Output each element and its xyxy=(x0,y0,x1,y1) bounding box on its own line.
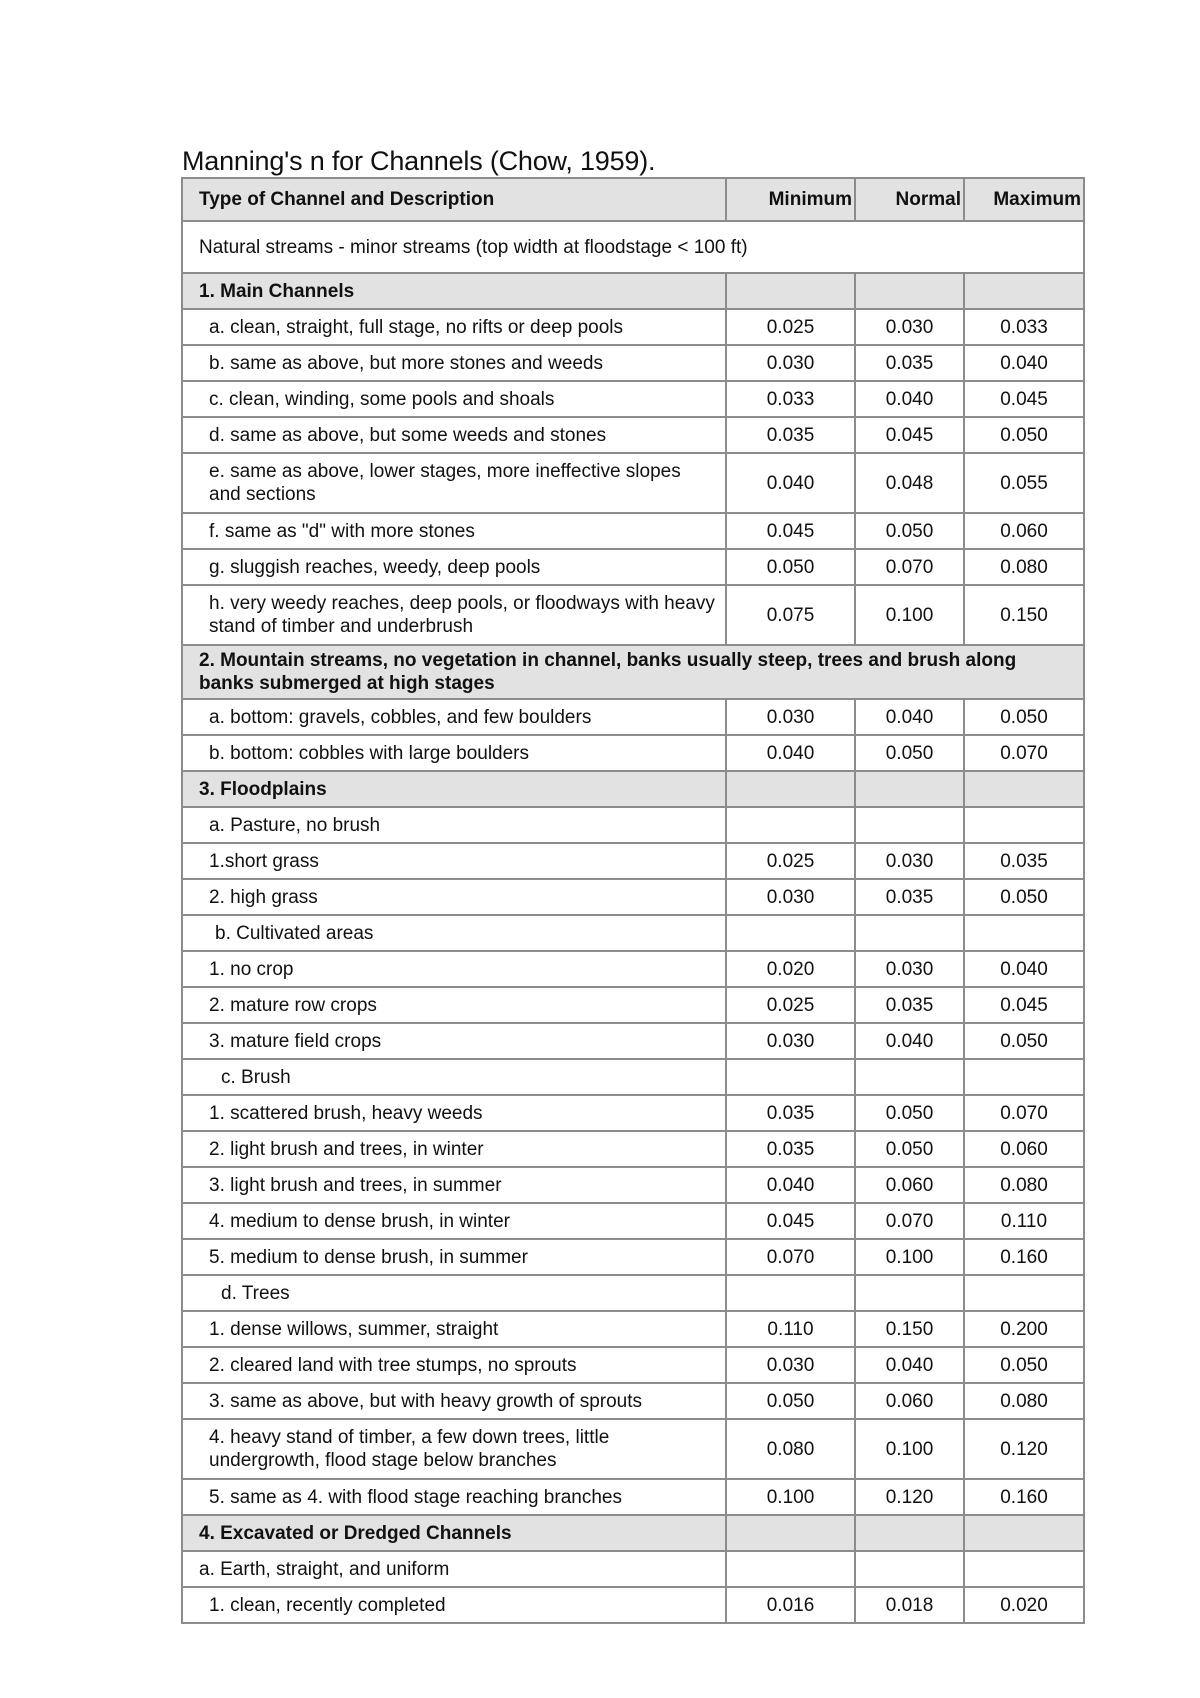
maximum-value: 0.035 xyxy=(964,843,1084,879)
minimum-value xyxy=(726,1551,855,1587)
normal-value: 0.070 xyxy=(855,549,964,585)
row-description: g. sluggish reaches, weedy, deep pools xyxy=(182,549,726,585)
empty-cell xyxy=(855,273,964,309)
minimum-value: 0.030 xyxy=(726,699,855,735)
maximum-value: 0.045 xyxy=(964,987,1084,1023)
row-description: 1. scattered brush, heavy weeds xyxy=(182,1095,726,1131)
empty-cell xyxy=(855,1515,964,1551)
table-row xyxy=(182,1059,1084,1095)
minimum-value: 0.045 xyxy=(726,513,855,549)
minimum-value: 0.110 xyxy=(726,1311,855,1347)
row-description: 5. medium to dense brush, in summer xyxy=(182,1239,726,1275)
normal-value xyxy=(855,1551,964,1587)
minimum-value: 0.016 xyxy=(726,1587,855,1623)
section-header-row xyxy=(182,645,1084,699)
maximum-value: 0.033 xyxy=(964,309,1084,345)
table-row xyxy=(182,987,1084,1023)
row-description: 5. same as 4. with flood stage reaching branches xyxy=(182,1479,726,1515)
column-header-maximum: Maximum xyxy=(964,178,1084,221)
empty-cell xyxy=(726,771,855,807)
maximum-value: 0.050 xyxy=(964,879,1084,915)
row-description: d. same as above, but some weeds and stones xyxy=(182,417,726,453)
row-description: a. clean, straight, full stage, no rifts or deep pools xyxy=(182,309,726,345)
table-row xyxy=(182,585,1084,645)
minimum-value: 0.033 xyxy=(726,381,855,417)
row-description: 3. same as above, but with heavy growth of sprouts xyxy=(182,1383,726,1419)
normal-value: 0.040 xyxy=(855,381,964,417)
table-row xyxy=(182,1167,1084,1203)
maximum-value: 0.060 xyxy=(964,513,1084,549)
table-row xyxy=(182,915,1084,951)
normal-value: 0.035 xyxy=(855,987,964,1023)
row-description: e. same as above, lower stages, more ineffective slopes and sections xyxy=(182,453,726,513)
row-description: 1. no crop xyxy=(182,951,726,987)
normal-value: 0.018 xyxy=(855,1587,964,1623)
row-description: f. same as "d" with more stones xyxy=(182,513,726,549)
maximum-value: 0.050 xyxy=(964,699,1084,735)
maximum-value: 0.040 xyxy=(964,345,1084,381)
normal-value xyxy=(855,1275,964,1311)
minimum-value xyxy=(726,1275,855,1311)
table-row xyxy=(182,1203,1084,1239)
table-row xyxy=(182,1131,1084,1167)
mannings-n-table xyxy=(181,177,1085,1624)
section-header-row xyxy=(182,273,1084,309)
table-row xyxy=(182,735,1084,771)
minimum-value: 0.030 xyxy=(726,1347,855,1383)
table-row xyxy=(182,1275,1084,1311)
row-description: 2. light brush and trees, in winter xyxy=(182,1131,726,1167)
row-description: 4. medium to dense brush, in winter xyxy=(182,1203,726,1239)
minimum-value xyxy=(726,1059,855,1095)
table-row xyxy=(182,549,1084,585)
row-description: 1. clean, recently completed xyxy=(182,1587,726,1623)
normal-value: 0.060 xyxy=(855,1383,964,1419)
row-description: b. Cultivated areas xyxy=(182,915,726,951)
row-description: 2. cleared land with tree stumps, no sprouts xyxy=(182,1347,726,1383)
empty-cell xyxy=(855,771,964,807)
minimum-value: 0.040 xyxy=(726,1167,855,1203)
maximum-value: 0.080 xyxy=(964,1167,1084,1203)
section-header-row xyxy=(182,771,1084,807)
table-row xyxy=(182,1419,1084,1479)
normal-value: 0.050 xyxy=(855,513,964,549)
table-row xyxy=(182,381,1084,417)
minimum-value: 0.030 xyxy=(726,879,855,915)
row-description: a. bottom: gravels, cobbles, and few boulders xyxy=(182,699,726,735)
table-row xyxy=(182,951,1084,987)
minimum-value: 0.080 xyxy=(726,1419,855,1479)
normal-value: 0.035 xyxy=(855,345,964,381)
table-row xyxy=(182,1023,1084,1059)
section-label: 4. Excavated or Dredged Channels xyxy=(182,1515,726,1551)
maximum-value: 0.150 xyxy=(964,585,1084,645)
table-row xyxy=(182,1587,1084,1623)
maximum-value: 0.045 xyxy=(964,381,1084,417)
normal-value: 0.050 xyxy=(855,1095,964,1131)
normal-value xyxy=(855,807,964,843)
intro-row xyxy=(182,221,1084,273)
table-row xyxy=(182,345,1084,381)
minimum-value: 0.025 xyxy=(726,309,855,345)
normal-value: 0.060 xyxy=(855,1167,964,1203)
normal-value: 0.030 xyxy=(855,951,964,987)
maximum-value xyxy=(964,915,1084,951)
intro-text: Natural streams - minor streams (top width at floodstage < 100 ft) xyxy=(182,221,1084,273)
minimum-value: 0.070 xyxy=(726,1239,855,1275)
minimum-value: 0.100 xyxy=(726,1479,855,1515)
section-label: 1. Main Channels xyxy=(182,273,726,309)
maximum-value: 0.060 xyxy=(964,1131,1084,1167)
table-header-row xyxy=(182,178,1084,221)
maximum-value: 0.200 xyxy=(964,1311,1084,1347)
maximum-value xyxy=(964,1551,1084,1587)
table-row xyxy=(182,513,1084,549)
table-row xyxy=(182,699,1084,735)
maximum-value: 0.070 xyxy=(964,1095,1084,1131)
normal-value: 0.035 xyxy=(855,879,964,915)
normal-value: 0.050 xyxy=(855,735,964,771)
table-row xyxy=(182,1551,1084,1587)
minimum-value: 0.040 xyxy=(726,735,855,771)
row-description: c. clean, winding, some pools and shoals xyxy=(182,381,726,417)
normal-value: 0.120 xyxy=(855,1479,964,1515)
row-description: 4. heavy stand of timber, a few down trees, little undergrowth, flood stage below branches xyxy=(182,1419,726,1479)
table-row xyxy=(182,1347,1084,1383)
minimum-value: 0.030 xyxy=(726,1023,855,1059)
normal-value: 0.040 xyxy=(855,1347,964,1383)
normal-value xyxy=(855,1059,964,1095)
table-row xyxy=(182,1239,1084,1275)
row-description: 2. high grass xyxy=(182,879,726,915)
maximum-value: 0.080 xyxy=(964,1383,1084,1419)
maximum-value: 0.050 xyxy=(964,1023,1084,1059)
maximum-value: 0.160 xyxy=(964,1239,1084,1275)
table-row xyxy=(182,453,1084,513)
maximum-value xyxy=(964,807,1084,843)
normal-value: 0.100 xyxy=(855,1419,964,1479)
normal-value: 0.150 xyxy=(855,1311,964,1347)
normal-value: 0.048 xyxy=(855,453,964,513)
table-row xyxy=(182,843,1084,879)
row-description: 3. light brush and trees, in summer xyxy=(182,1167,726,1203)
maximum-value: 0.120 xyxy=(964,1419,1084,1479)
minimum-value: 0.030 xyxy=(726,345,855,381)
normal-value: 0.100 xyxy=(855,585,964,645)
empty-cell xyxy=(964,1515,1084,1551)
table-row xyxy=(182,879,1084,915)
table-row xyxy=(182,417,1084,453)
normal-value xyxy=(855,915,964,951)
maximum-value: 0.160 xyxy=(964,1479,1084,1515)
section-header-row xyxy=(182,1515,1084,1551)
minimum-value: 0.035 xyxy=(726,1131,855,1167)
normal-value: 0.040 xyxy=(855,1023,964,1059)
table-row xyxy=(182,1383,1084,1419)
minimum-value: 0.045 xyxy=(726,1203,855,1239)
row-description: a. Pasture, no brush xyxy=(182,807,726,843)
table-row xyxy=(182,1311,1084,1347)
row-description: a. Earth, straight, and uniform xyxy=(182,1551,726,1587)
maximum-value: 0.070 xyxy=(964,735,1084,771)
table-row xyxy=(182,807,1084,843)
minimum-value xyxy=(726,807,855,843)
row-description: h. very weedy reaches, deep pools, or floodways with heavy stand of timber and underbrush xyxy=(182,585,726,645)
minimum-value: 0.020 xyxy=(726,951,855,987)
row-description: d. Trees xyxy=(182,1275,726,1311)
section-label: 2. Mountain streams, no vegetation in channel, banks usually steep, trees and brush along banks submerged at high stages xyxy=(182,645,1084,699)
row-description: 1. dense willows, summer, straight xyxy=(182,1311,726,1347)
normal-value: 0.070 xyxy=(855,1203,964,1239)
row-description: c. Brush xyxy=(182,1059,726,1095)
maximum-value: 0.040 xyxy=(964,951,1084,987)
row-description: 3. mature field crops xyxy=(182,1023,726,1059)
maximum-value xyxy=(964,1059,1084,1095)
maximum-value: 0.050 xyxy=(964,417,1084,453)
row-description: 1.short grass xyxy=(182,843,726,879)
minimum-value: 0.050 xyxy=(726,1383,855,1419)
empty-cell xyxy=(964,273,1084,309)
empty-cell xyxy=(726,273,855,309)
table-row xyxy=(182,1095,1084,1131)
maximum-value: 0.080 xyxy=(964,549,1084,585)
column-header-normal: Normal xyxy=(855,178,964,221)
column-header-minimum: Minimum xyxy=(726,178,855,221)
empty-cell xyxy=(964,771,1084,807)
row-description: 2. mature row crops xyxy=(182,987,726,1023)
maximum-value: 0.050 xyxy=(964,1347,1084,1383)
page-title: Manning's n for Channels (Chow, 1959). xyxy=(182,146,656,176)
normal-value: 0.100 xyxy=(855,1239,964,1275)
section-label: 3. Floodplains xyxy=(182,771,726,807)
minimum-value: 0.025 xyxy=(726,987,855,1023)
minimum-value xyxy=(726,915,855,951)
table-row xyxy=(182,1479,1084,1515)
minimum-value: 0.075 xyxy=(726,585,855,645)
normal-value: 0.030 xyxy=(855,309,964,345)
minimum-value: 0.040 xyxy=(726,453,855,513)
minimum-value: 0.035 xyxy=(726,1095,855,1131)
maximum-value: 0.055 xyxy=(964,453,1084,513)
normal-value: 0.030 xyxy=(855,843,964,879)
row-description: b. same as above, but more stones and weeds xyxy=(182,345,726,381)
minimum-value: 0.050 xyxy=(726,549,855,585)
empty-cell xyxy=(726,1515,855,1551)
column-header-description: Type of Channel and Description xyxy=(182,178,726,221)
row-description: b. bottom: cobbles with large boulders xyxy=(182,735,726,771)
maximum-value: 0.110 xyxy=(964,1203,1084,1239)
minimum-value: 0.025 xyxy=(726,843,855,879)
normal-value: 0.040 xyxy=(855,699,964,735)
maximum-value: 0.020 xyxy=(964,1587,1084,1623)
minimum-value: 0.035 xyxy=(726,417,855,453)
table-row xyxy=(182,309,1084,345)
maximum-value xyxy=(964,1275,1084,1311)
normal-value: 0.050 xyxy=(855,1131,964,1167)
normal-value: 0.045 xyxy=(855,417,964,453)
